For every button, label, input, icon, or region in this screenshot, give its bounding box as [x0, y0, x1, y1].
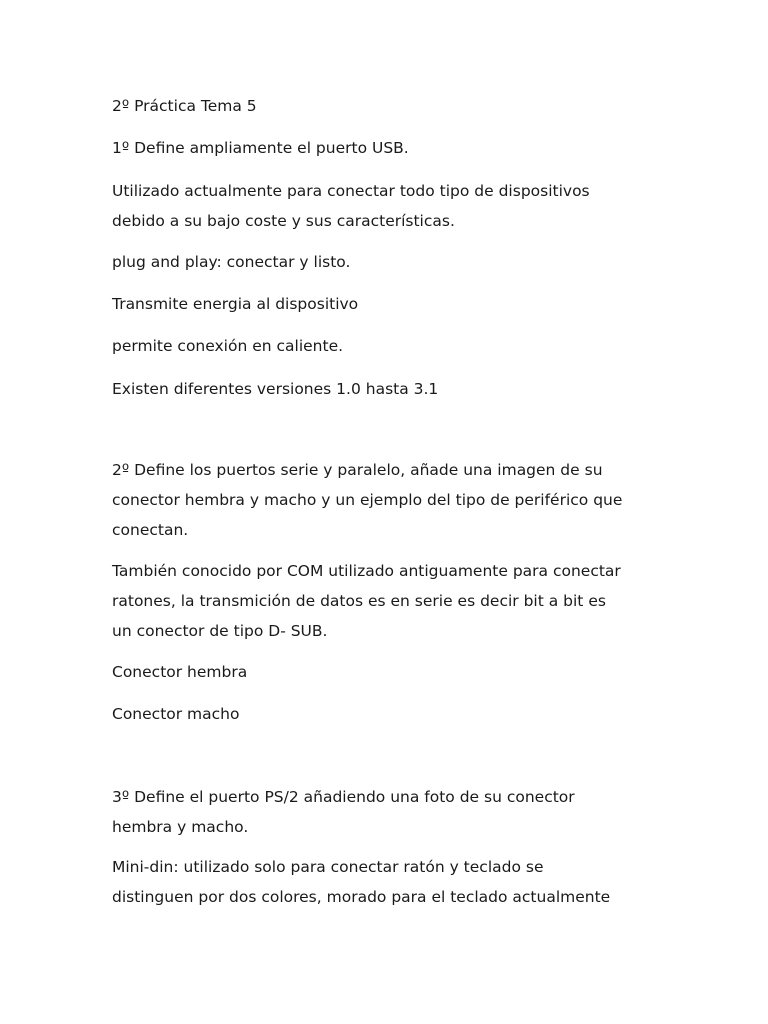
- answer-2-line-3: un conector de tipo D- SUB.: [112, 622, 328, 640]
- answer-2-line-2: ratones, la transmición de datos es en serie es decir bit a bit es: [112, 592, 606, 610]
- answer-2-line-1: También conocido por COM utilizado antiguamente para conectar: [112, 562, 621, 580]
- answer-1-point-1: plug and play: conectar y listo.: [112, 253, 351, 271]
- answer-1-point-3: permite conexión en caliente.: [112, 337, 344, 355]
- male-connector-label: Conector macho: [112, 705, 240, 723]
- answer-1-point-4: Existen diferentes versiones 1.0 hasta 3.1: [112, 380, 439, 398]
- answer-1-point-2: Transmite energia al dispositivo: [112, 295, 359, 313]
- answer-1-line-1: Utilizado actualmente para conectar todo tipo de dispositivos: [112, 182, 590, 200]
- female-connector-label: Conector hembra: [112, 663, 248, 681]
- question-1: 1º Define ampliamente el puerto USB.: [112, 139, 409, 157]
- question-2-line-2: conector hembra y macho y un ejemplo del tipo de periférico que: [112, 491, 623, 509]
- question-3-line-2: hembra y macho.: [112, 818, 249, 836]
- answer-1-line-2: debido a su bajo coste y sus características.: [112, 212, 455, 230]
- answer-3-line-1: Mini-din: utilizado solo para conectar ratón y teclado se: [112, 858, 544, 876]
- document-title: 2º Práctica Tema 5: [112, 97, 257, 115]
- question-2-line-3: conectan.: [112, 521, 189, 539]
- question-2-line-1: 2º Define los puertos serie y paralelo, añade una imagen de su: [112, 461, 603, 479]
- question-3-line-1: 3º Define el puerto PS/2 añadiendo una foto de su conector: [112, 788, 575, 806]
- answer-3-line-2: distinguen por dos colores, morado para el teclado actualmente: [112, 888, 611, 906]
